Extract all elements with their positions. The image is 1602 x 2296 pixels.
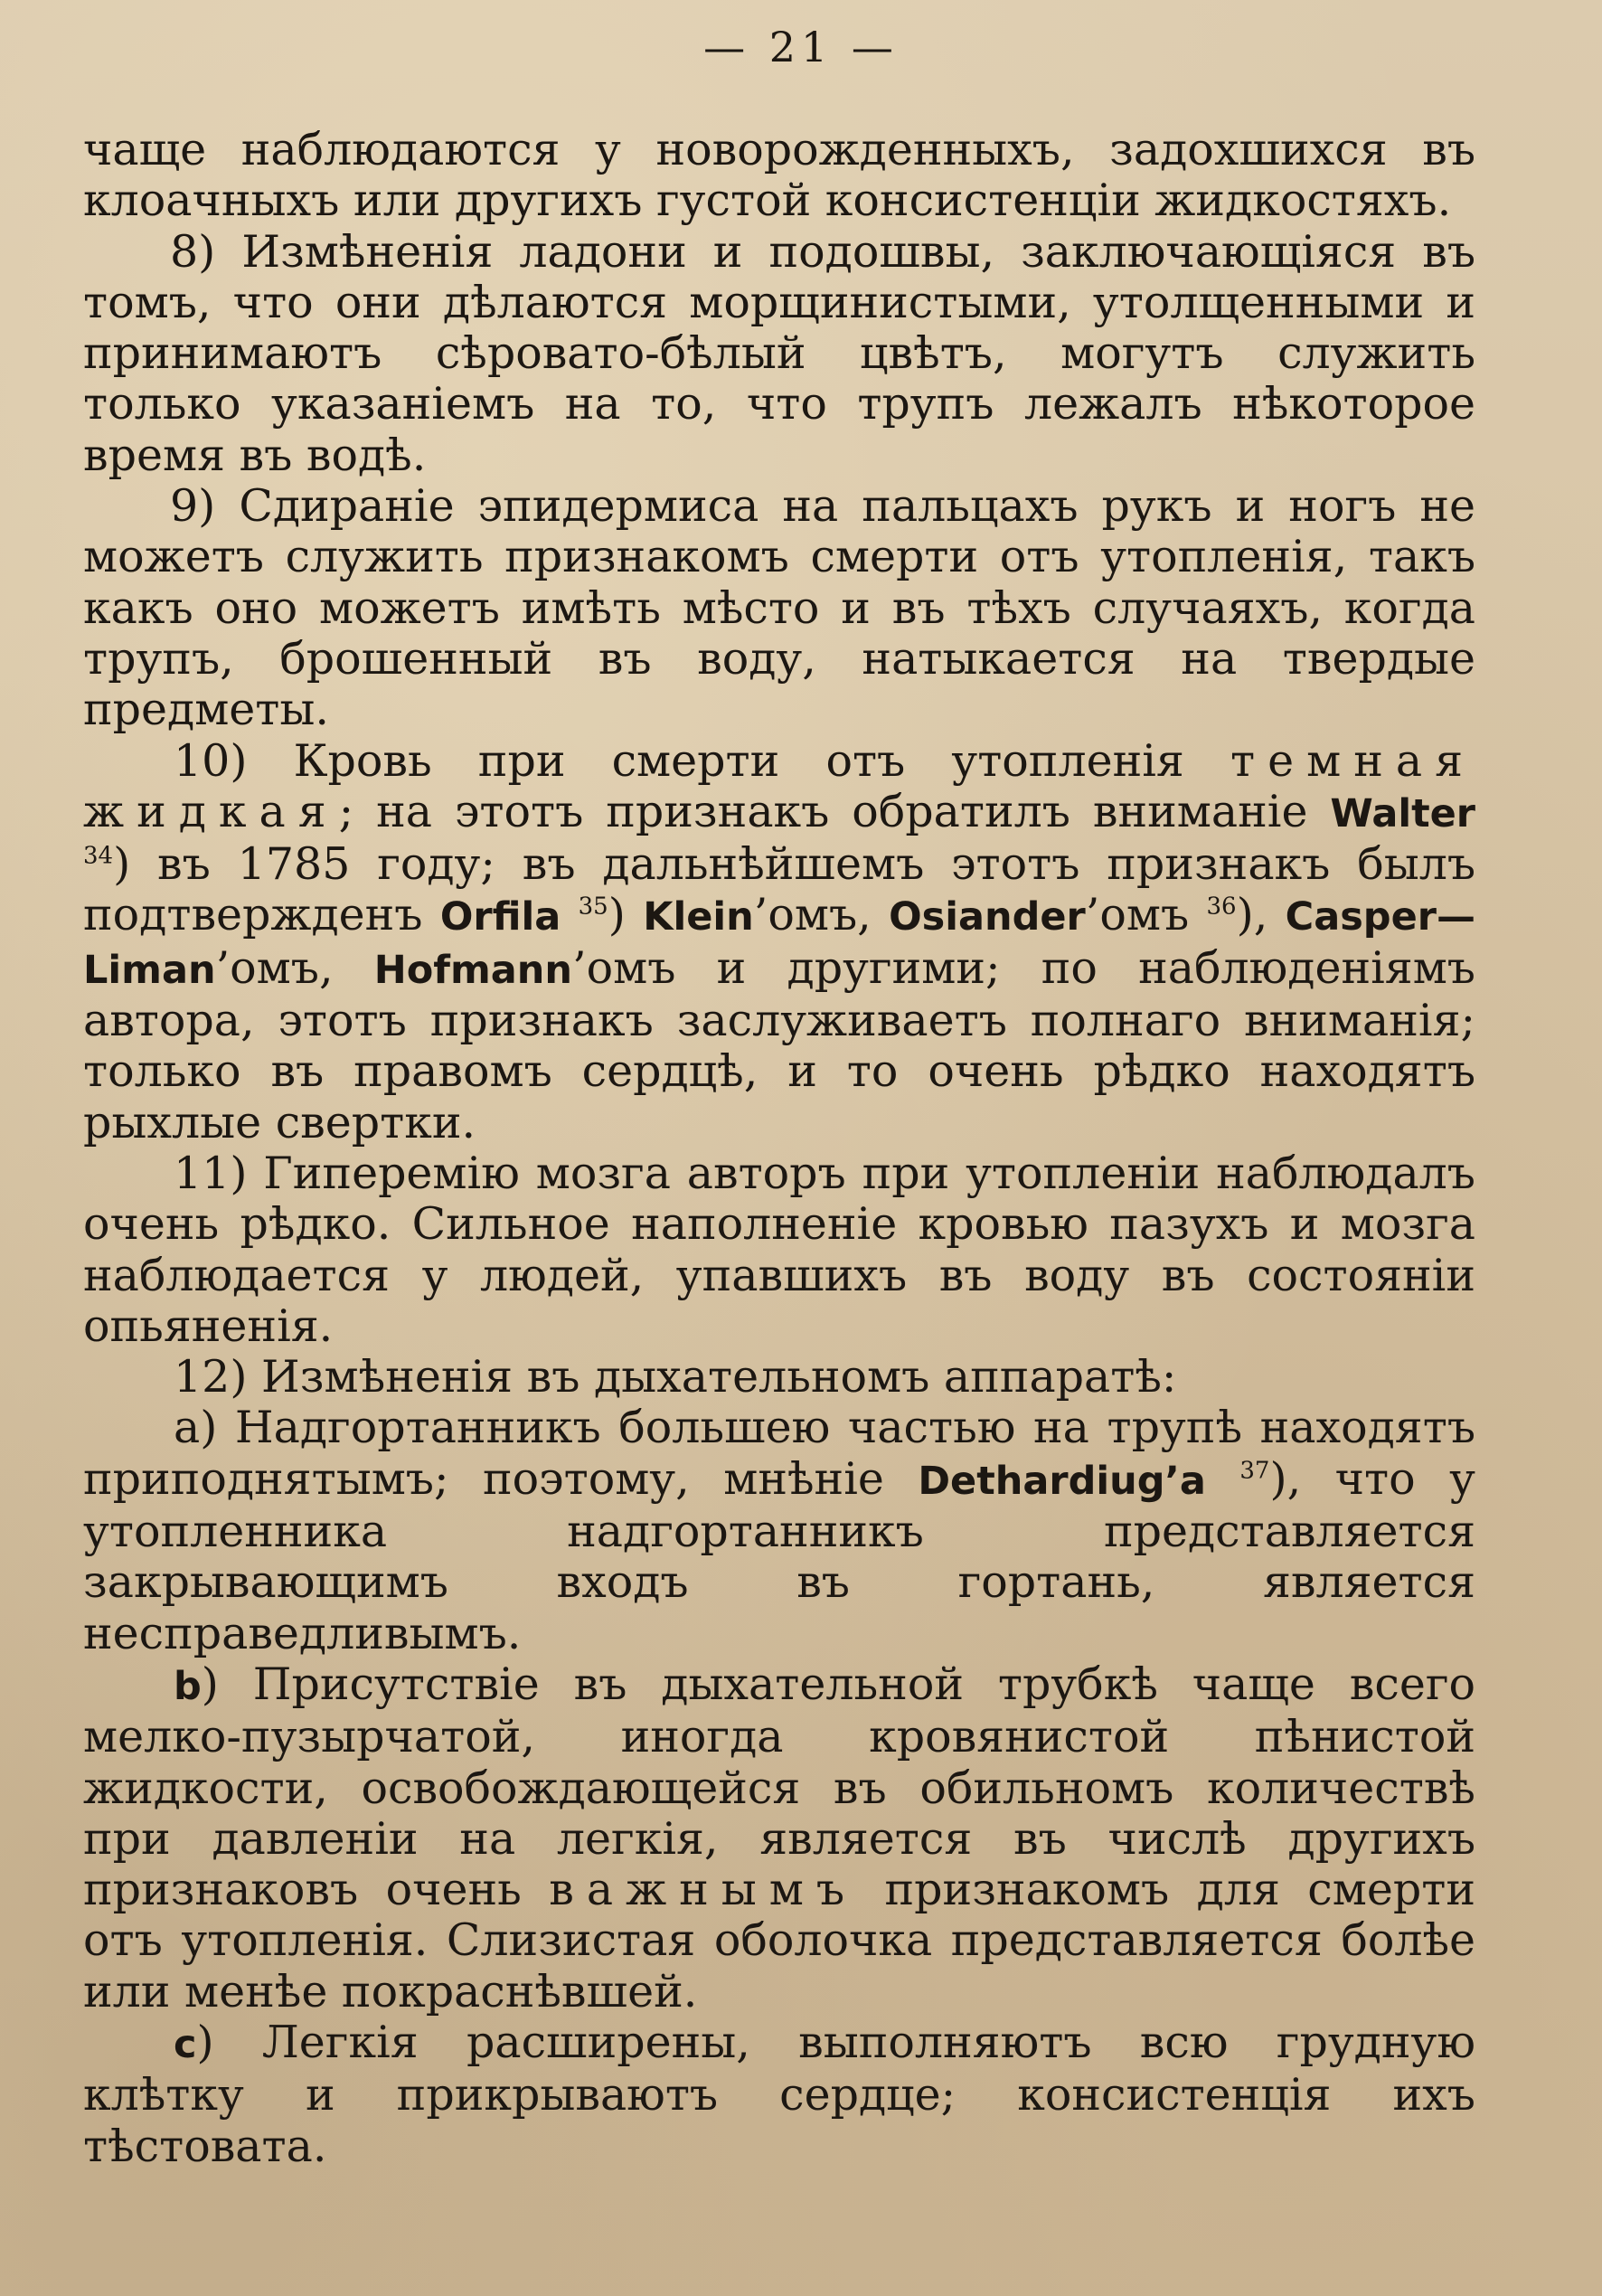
- p12b-start: ) Присутствіе въ дыхательной трубкѣ чаще всего мелко-пузырчатой, иногда кровянистой пѣнистой жидкости, освобождающейся въ обильномъ количествѣ при давленіи на легкія, является въ числѣ другихъ признаковъ очень: [83, 1658, 1475, 1916]
- paragraph-10: [83, 736, 1475, 1148]
- footnote-35: 35: [578, 893, 608, 921]
- p10-text-4: ’омъ,: [753, 889, 890, 941]
- body-text: [83, 125, 1475, 2172]
- paragraph-9: 9) Сдираніе эпидермиса на пальцахъ рукъ и ногъ не можетъ служить признакомъ смерти отъ утопленія, такъ какъ оно можетъ имѣть мѣсто и въ тѣхъ случаяхъ, когда трупъ, брошенный въ воду, натыкается на твердые предметы.: [83, 480, 1475, 736]
- p10-text-1: ; на этотъ признакъ обратилъ вниманіе: [338, 785, 1331, 837]
- paragraph-12: 12) Измѣненія въ дыхательномъ аппаратѣ:: [174, 1351, 1177, 1403]
- author-casper-liman: Casper—Liman: [83, 894, 1475, 993]
- p10-start: 10) Кровь при смерти отъ утопленія: [174, 734, 1230, 787]
- paragraph-11: 11) Гиперемію мозга авторъ при утопленіи наблюдалъ очень рѣдко. Сильное наполненіе кровью пазухъ и мозга наблюдается у людей, упавшихъ въ воду въ состояніи опьяненія.: [83, 1147, 1475, 1352]
- footnote-34: 34: [83, 842, 114, 870]
- footnote-37: 37: [1239, 1457, 1270, 1485]
- page-number: — 21 —: [703, 23, 899, 71]
- p12c-text: ) Легкія расширены, выполняютъ всю грудную клѣтку и прикрываютъ сердце; консистенція ихъ тѣстовата.: [83, 2016, 1475, 2172]
- p12c-label: c: [174, 2021, 197, 2067]
- author-walter: Walter: [1330, 790, 1475, 836]
- p12a-start: a) Надгортанникъ большею частью на трупѣ находятъ приподнятымъ; поэтому, мнѣніе: [83, 1402, 1475, 1505]
- author-hofmann: Hofmann: [373, 947, 573, 993]
- p10-text-3: ): [608, 889, 644, 941]
- paragraph-8: 8) Измѣненія ладони и подошвы, заключающіяся въ томъ, что они дѣлаются морщинистыми, утолщенными и принимаютъ сѣровато-бѣлый цвѣтъ, могутъ служить только указаніемъ на то, что трупъ лежалъ нѣкоторое время въ водѣ.: [83, 225, 1475, 481]
- paragraph-12a: [83, 1403, 1475, 1658]
- paragraph-12c: [83, 2017, 1475, 2172]
- p12a-end: ), что у утопленника надгортанникъ представляется закрывающимъ входъ въ гортань, является несправедливымъ.: [83, 1452, 1475, 1659]
- paragraph-continuation: чаще наблюдаются у новорожденныхъ, задохшихся въ клоачныхъ или другихъ густой консистенціи жидкостяхъ.: [83, 124, 1475, 227]
- author-dethardiug: Dethardiug’a: [918, 1458, 1206, 1504]
- footnote-36: 36: [1206, 893, 1237, 921]
- p10-text-7: ’омъ,: [215, 941, 374, 994]
- paragraph-12b: [83, 1659, 1475, 2017]
- author-osiander: Osiander: [889, 894, 1086, 940]
- p10-text-5: ’омъ: [1085, 889, 1207, 941]
- author-orfila: Orfila: [439, 894, 561, 940]
- p12b-spaced-emphasis: важнымъ: [549, 1864, 858, 1916]
- author-klein: Klein: [643, 894, 754, 940]
- p10-text-6: ),: [1236, 889, 1286, 941]
- p10-spaced-emphasis: темная жидкая: [83, 734, 1475, 837]
- p12b-end: признакомъ для смерти отъ утопленія. Слизистая оболочка представляется болѣе или менѣе покраснѣвшей.: [83, 1864, 1475, 2017]
- p10-text-2: ) въ 1785 году; въ дальнѣйшемъ этотъ признакъ былъ подтвержденъ: [83, 838, 1475, 941]
- p10-text-8: ’омъ и другими; по наблюденіямъ автора, этотъ признакъ заслуживаетъ полнаго вниманія; только въ правомъ сердцѣ, и то очень рѣдко находятъ рыхлые свертки.: [83, 941, 1475, 1148]
- p12b-label: b: [174, 1663, 202, 1709]
